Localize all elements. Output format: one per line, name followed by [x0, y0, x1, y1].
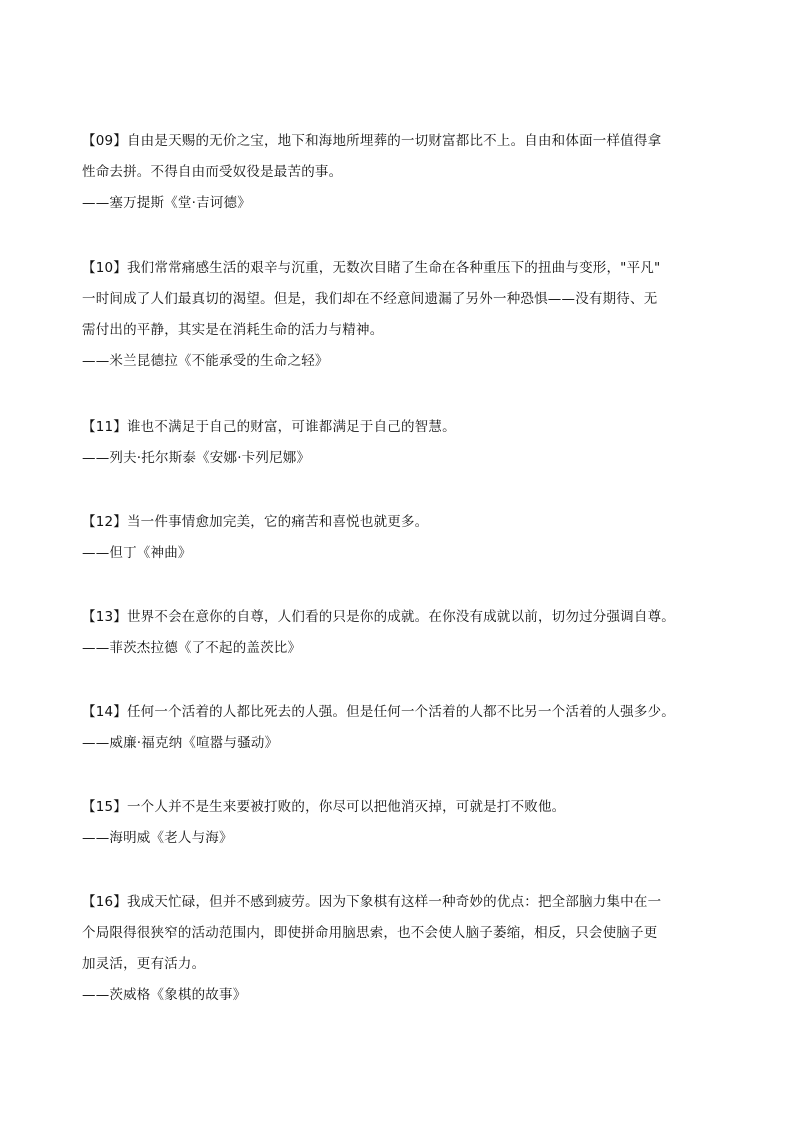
- quote-author: ——海明威《老人与海》: [82, 830, 233, 846]
- quote-line: 一时间成了人们最真切的渴望。但是，我们却在不经意间遗漏了另外一种恐惧——没有期待、无: [82, 291, 658, 307]
- quote-author: ——菲茨杰拉德《了不起的盖茨比》: [82, 640, 302, 656]
- quote-line: 【11】谁也不满足于自己的财富，可谁都满足于自己的智慧。: [82, 419, 456, 435]
- quote-author: ——米兰昆德拉《不能承受的生命之轻》: [82, 353, 329, 369]
- quote-line: 需付出的平静，其实是在消耗生命的活力与精神。: [82, 322, 384, 338]
- quote-author: ——茨威格《象棋的故事》: [82, 987, 247, 1003]
- quote-author: ——列夫·托尔斯泰《安娜·卡列尼娜》: [82, 450, 311, 466]
- quote-16: [82, 887, 722, 1011]
- quote-author: ——塞万提斯《堂·吉诃德》: [82, 195, 251, 211]
- quote-line: 【09】自由是天赐的无价之宝，地下和海地所埋葬的一切财富都比不上。自由和体面一样值得拿: [82, 133, 662, 149]
- quote-09: [82, 126, 722, 219]
- quote-line: 【13】世界不会在意你的自尊，人们看的只是你的成就。在你没有成就以前，切勿过分强调自尊。: [82, 609, 675, 625]
- quote-12: [82, 507, 722, 569]
- quote-line: 【14】任何一个活着的人都比死去的人强。但是任何一个活着的人都不比另一个活着的人强多少。: [82, 704, 675, 720]
- quote-13: [82, 602, 722, 664]
- quote-14: [82, 697, 722, 759]
- quote-line: 个局限得很狭窄的活动范围内，即使拼命用脑思索，也不会使人脑子萎缩，相反，只会使脑子更: [82, 925, 658, 941]
- quote-author: ——但丁《神曲》: [82, 545, 192, 561]
- quote-line: 【15】一个人并不是生来要被打败的，你尽可以把他消灭掉，可就是打不败他。: [82, 799, 566, 815]
- quote-line: 性命去拼。不得自由而受奴役是最苦的事。: [82, 164, 343, 180]
- quote-11: [82, 412, 722, 474]
- quote-line: 【10】我们常常痛感生活的艰辛与沉重，无数次目睹了生命在各种重压下的扭曲与变形，"平凡": [82, 260, 661, 276]
- quote-line: 【16】我成天忙碌，但并不感到疲劳。因为下象棋有这样一种奇妙的优点：把全部脑力集中在一: [82, 894, 662, 910]
- quote-10: [82, 253, 722, 377]
- quote-line: 【12】当一件事情愈加完美，它的痛苦和喜悦也就更多。: [82, 514, 429, 530]
- quote-15: [82, 792, 722, 854]
- quote-author: ——威廉·福克纳《喧嚣与骚动》: [82, 735, 279, 751]
- quote-line: 加灵活，更有活力。: [82, 956, 206, 972]
